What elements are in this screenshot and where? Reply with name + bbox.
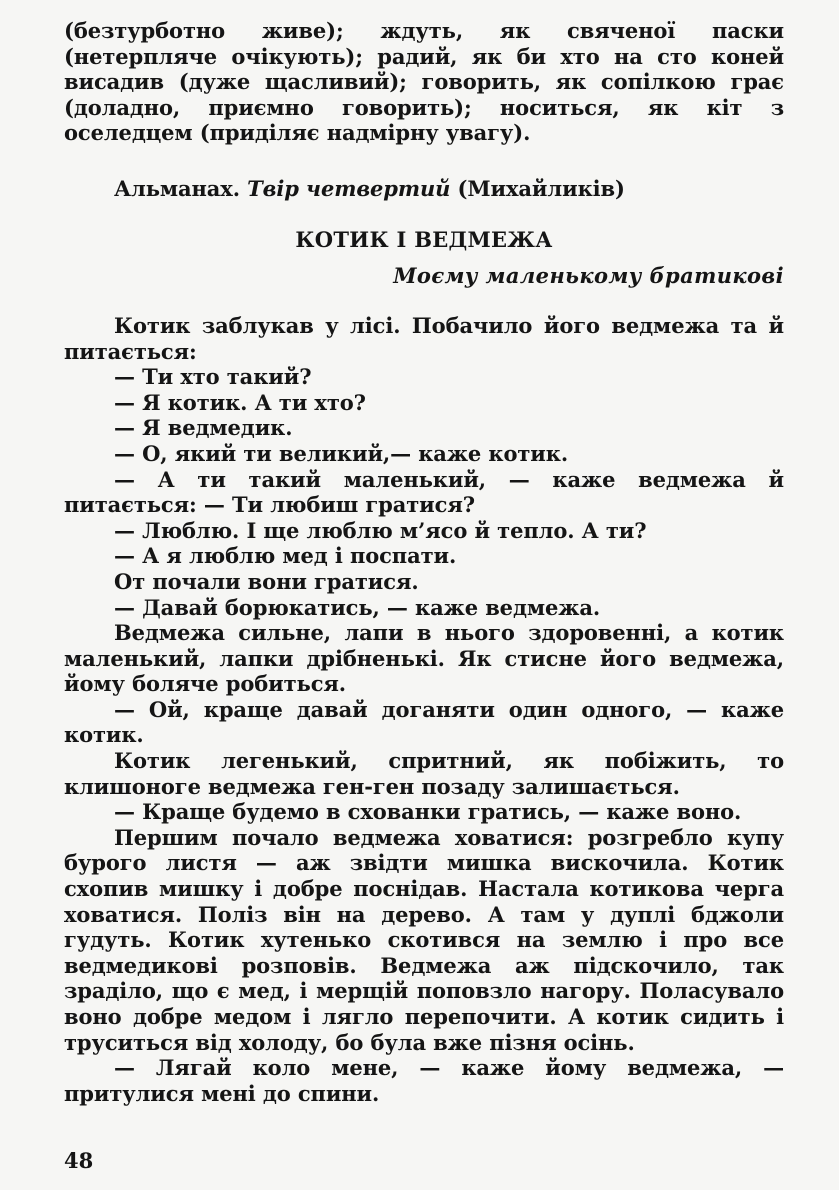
story-paragraph: — Краще будемо в схованки гратись, — каже воно.	[114, 799, 742, 825]
page-content	[64, 18, 784, 1106]
story-paragraph: — Ой, краще давай доганяти один одного, — каже котик.	[64, 696, 784, 748]
story-paragraph: — А я люблю мед і поспати.	[114, 543, 457, 569]
story-paragraph: — Лягай коло мене, — каже йому ведмежа, — притулися мені до спини.	[64, 1055, 784, 1106]
story-paragraph: — Я ведмедик.	[114, 415, 293, 441]
almanac-work: Твір четвертий	[247, 175, 451, 201]
intro-paragraph: (безтурботно живе); ждуть, як свяченої паски (нетерпляче очікують); радий, як би хто на сто коней висадив (дуже щасливий); говорить, як сопілкою грає (доладно, приємно говорить); носиться, як кіт з оселедцем (приділяє надмірну увагу).	[64, 18, 784, 146]
story-paragraph: Котик легенький, спритний, як побіжить, то клишоноге ведмежа ген-ген позаду залишається.	[64, 748, 784, 799]
story-paragraph: Ведмежа сильне, лапи в нього здоровенні, а котик маленький, лапки дрібненькі. Як стисне його ведмежа, йому боляче робиться.	[64, 620, 784, 697]
page-number: 48	[64, 1148, 94, 1173]
story-paragraph: — Я котик. А ти хто?	[114, 389, 366, 415]
almanac-prefix: Альманах.	[114, 175, 240, 201]
story-paragraph: Першим почало ведмежа ховатися: розгребло купу бурого листя — аж звідти мишка вискочила. Котик схопив мишку і добре поснідав. Настала котикова черга ховатися. Поліз він на дерево. А там у дуплі бджоли гудуть. Котик хутенько скотився на землю і про все ведмедикові розповів. Ведмежа аж підскочило, так зраділо, що є мед, і мерщій поповзло нагору. Поласувало воно добре медом і лягло перепочити. А котик сидить і труситься від холоду, бо була вже пізня осінь.	[64, 824, 784, 1055]
story-paragraph: — Ти хто такий?	[114, 364, 312, 390]
story-paragraph: — О, який ти великий,— каже котик.	[114, 440, 569, 466]
story-title: КОТИК І ВЕДМЕЖА	[295, 226, 553, 252]
almanac-line	[64, 176, 784, 202]
story-paragraph: Котик заблукав у лісі. Побачило його ведмежа та й питається:	[64, 312, 784, 364]
story-paragraph: — Давай борюкатись, — каже ведмежа.	[114, 594, 601, 620]
almanac-author: (Михайликів)	[457, 175, 625, 201]
story-paragraph: От почали вони гратися.	[114, 568, 419, 594]
story-body	[64, 313, 784, 1106]
story-paragraph: — А ти такий маленький, — каже ведмежа й питається: — Ти любиш гратися?	[64, 466, 784, 518]
story-dedication: Моєму маленькому братикові	[393, 262, 784, 288]
story-paragraph: — Люблю. І ще люблю м’ясо й тепло. А ти?	[114, 517, 647, 543]
